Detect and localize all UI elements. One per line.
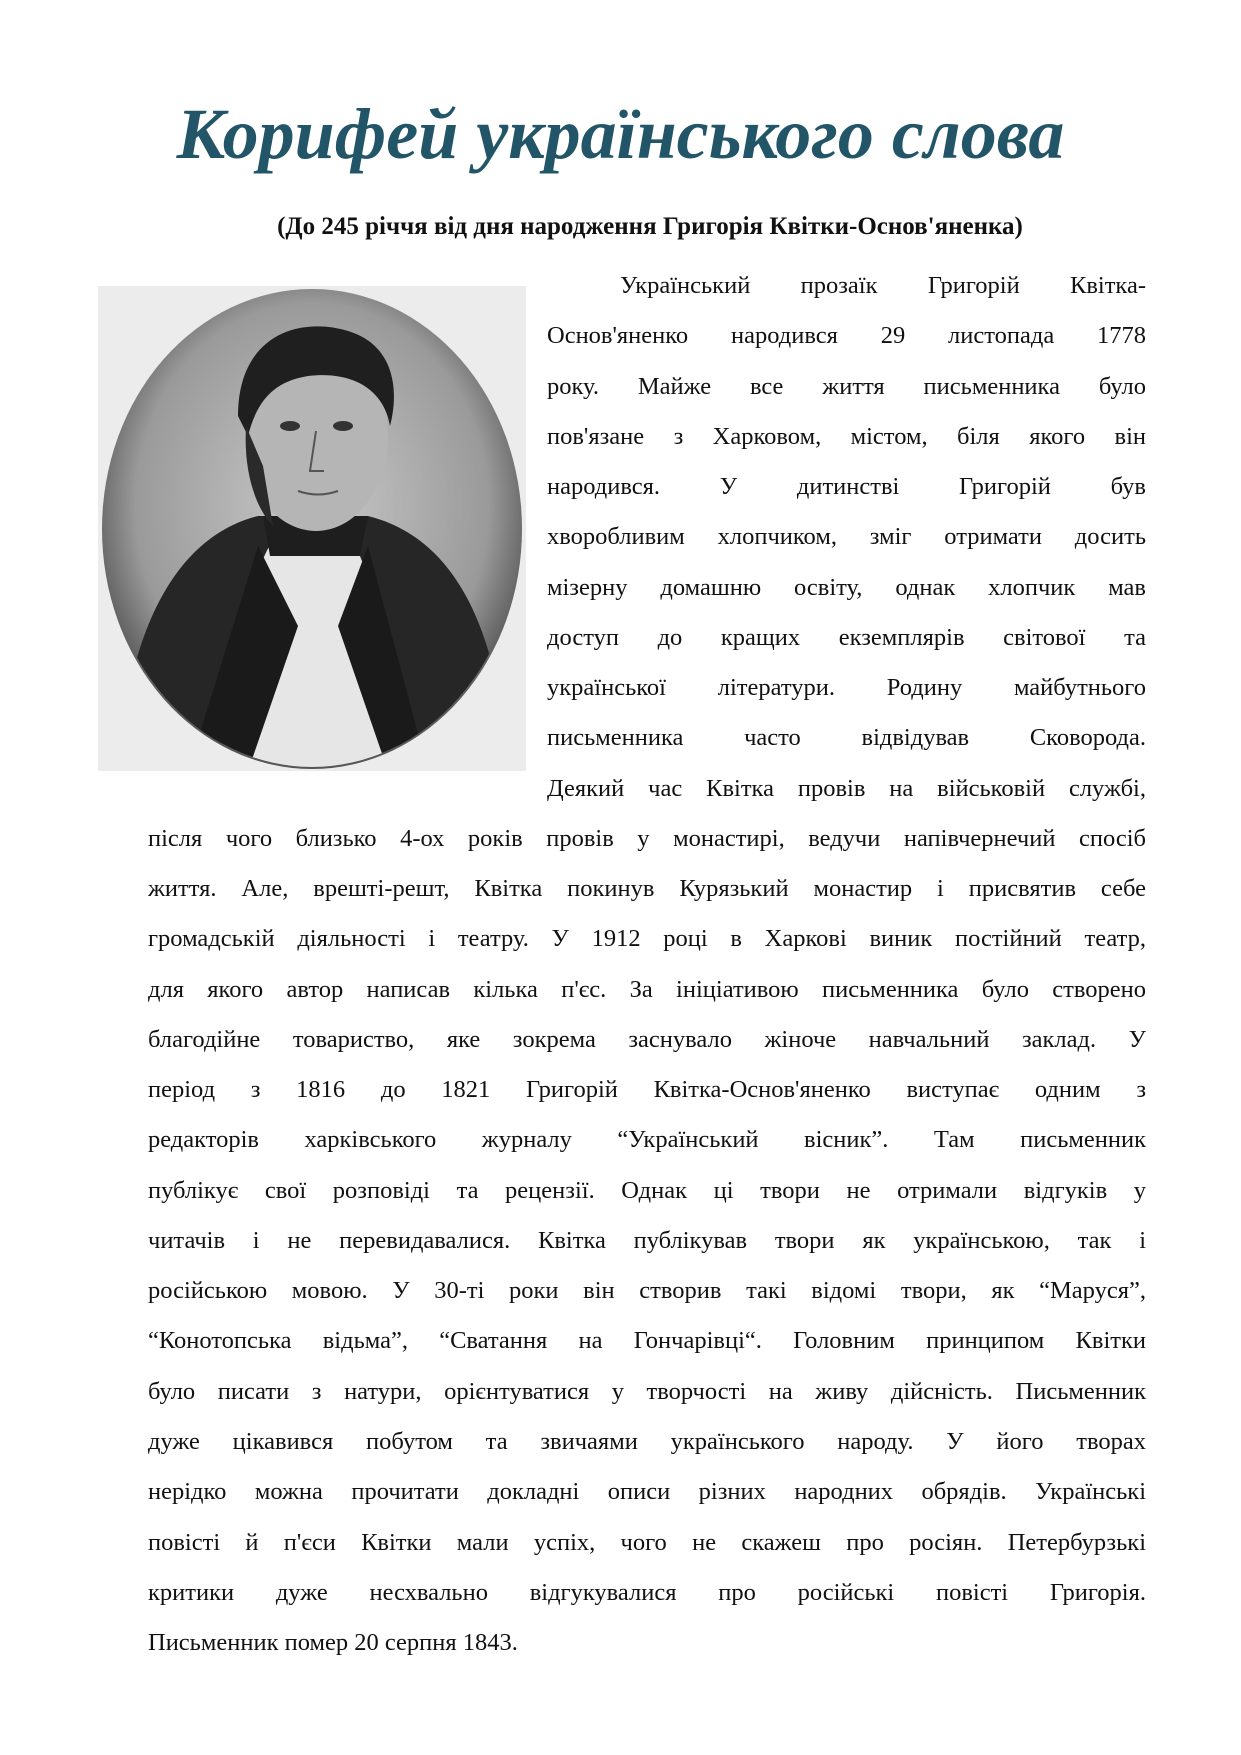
paragraph-line: публікує свої розповіді та рецензії. Однак ці твори не отримали відгуків у — [148, 1176, 1146, 1204]
paragraph-line: української літератури. Родину майбутнього — [547, 674, 1146, 702]
paragraph-line: благодійне товариство, яке зокрема заснувало жіноче навчальний заклад. У — [148, 1025, 1146, 1053]
paragraph-line: російською мовою. У 30-ті роки він створив такі відомі твори, як “Маруся”, — [148, 1277, 1146, 1305]
paragraph-line: доступ до кращих екземплярів світової та — [547, 623, 1146, 651]
paragraph-line: року. Майже все життя письменника було — [547, 372, 1146, 400]
paragraph-line: мізерну домашню освіту, однак хлопчик мав — [547, 573, 1146, 601]
paragraph-line: громадській діяльності і театру. У 1912 році в Харкові виник постійний театр, — [148, 925, 1146, 953]
paragraph-line: пов'язане з Харковом, містом, біля якого він — [547, 422, 1146, 450]
paragraph-line: редакторів харківського журналу “Український вісник”. Там письменник — [148, 1126, 1146, 1154]
paragraph-line: письменника часто відвідував Сковорода. — [547, 724, 1146, 752]
paragraph-line: нерідко можна прочитати докладні описи різних народних обрядів. Українські — [148, 1478, 1146, 1506]
paragraph-line: після чого близько 4-ох років провів у монастирі, ведучи напівчернечий спосіб — [148, 824, 1146, 852]
paragraph-line: Основ'яненко народився 29 листопада 1778 — [547, 322, 1146, 350]
paragraph-line: повісті й п'єси Квітки мали успіх, чого не скажеш про росіян. Петербурзькі — [148, 1528, 1146, 1556]
paragraph-line: Український прозаїк Григорій Квітка- — [620, 272, 1146, 299]
page-subtitle: (До 245 річчя від дня народження Григорія Квітки-Основ'яненка) — [277, 213, 1023, 240]
paragraph-line: було писати з натури, орієнтуватися у творчості на живу дійсність. Письменник — [148, 1377, 1146, 1405]
page-title: Корифей українського слова — [176, 94, 1065, 174]
paragraph-line: Деякий час Квітка провів на військовій службі, — [547, 774, 1146, 802]
paragraph-line: “Конотопська відьма”, “Сватання на Гончарівці“. Головним принципом Квітки — [148, 1327, 1146, 1355]
paragraph-line: читачів і не перевидавалися. Квітка публікував твори як українською, так і — [148, 1226, 1146, 1254]
paragraph-line: хворобливим хлопчиком, зміг отримати досить — [547, 523, 1146, 551]
portrait-image — [98, 286, 526, 771]
paragraph-line: життя. Але, врешті-решт, Квітка покинув Курязький монастир і присвятив себе — [148, 875, 1146, 903]
paragraph-line: Письменник помер 20 серпня 1843. — [148, 1629, 518, 1657]
paragraph-line: для якого автор написав кілька п'єс. За ініціативою письменника було створено — [148, 975, 1146, 1003]
paragraph-line: критики дуже несхвально відгукувалися про російські повісті Григорія. — [148, 1578, 1146, 1606]
paragraph-line: період з 1816 до 1821 Григорій Квітка-Основ'яненко виступає одним з — [148, 1076, 1146, 1104]
paragraph-line: дуже цікавився побутом та звичаями українського народу. У його творах — [148, 1427, 1146, 1455]
paragraph-line: народився. У дитинстві Григорій був — [547, 473, 1146, 501]
